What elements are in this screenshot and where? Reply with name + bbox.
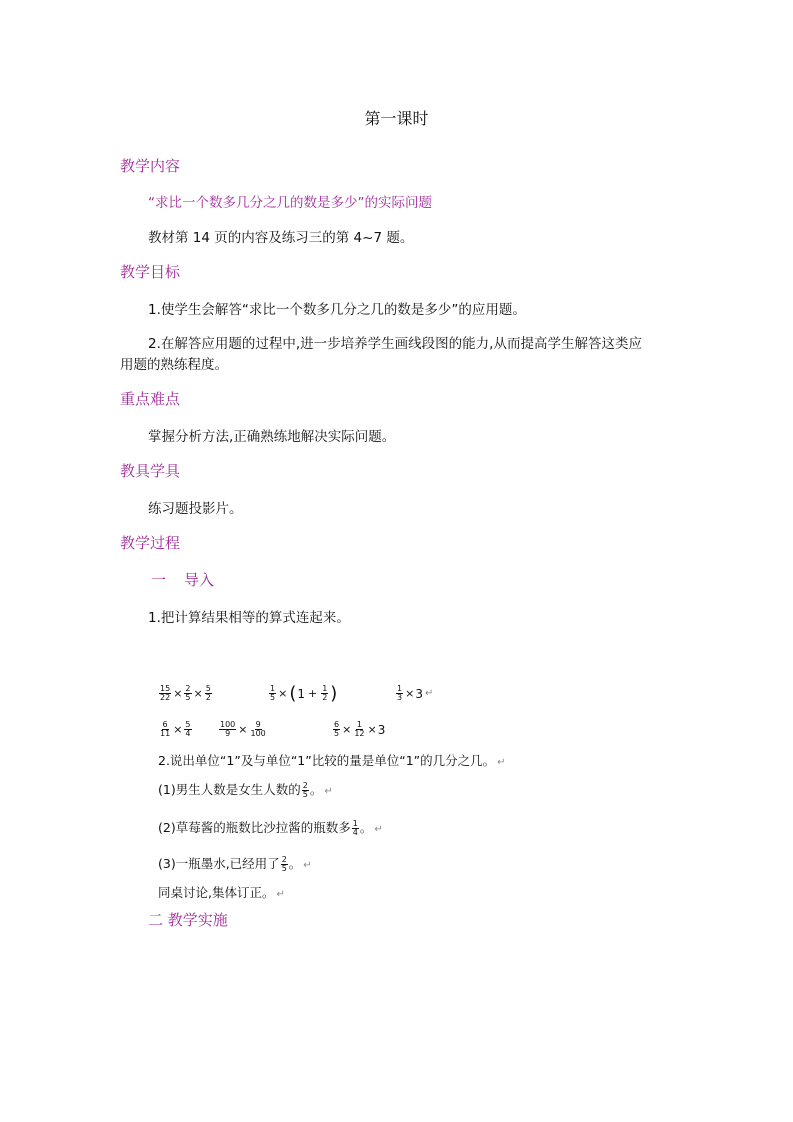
question-2-item-3: (3)一瓶墨水,已经用了 $\frac{2}{5}$ 。 ↵ — [158, 855, 312, 873]
fraction: $\frac{5}{2}$ — [205, 684, 211, 702]
question-2: 2.说出单位“1”及与单位“1”比较的量是单位“1”的几分之几。 ↵ — [158, 753, 506, 768]
fraction: $\frac{9}{100}$ — [250, 720, 266, 738]
heading-key-points: 重点难点 — [120, 390, 181, 408]
fraction: $\frac{1}{3}$ — [397, 684, 403, 702]
fraction: $\frac{2}{5}$ — [302, 781, 308, 799]
teaching-tools-text: 练习题投影片。 — [148, 501, 243, 517]
lesson-topic: “求比一个数多几分之几的数是多少”的实际问题 — [148, 195, 432, 211]
fraction: $\frac{6}{5}$ — [334, 720, 340, 738]
part-1-title: 导入 — [184, 571, 215, 589]
part-2-title: 二 教学实施 — [148, 911, 228, 929]
fraction: $\frac{2}{5}$ — [185, 684, 191, 702]
return-mark-icon: ↵ — [324, 786, 333, 797]
fraction: $\frac{5}{4}$ — [185, 720, 191, 738]
return-mark-icon: ↵ — [374, 824, 383, 835]
return-mark-icon: ↵ — [276, 889, 285, 900]
fraction: $\frac{100}{9}$ — [220, 720, 236, 738]
return-mark-icon: ↵ — [424, 688, 434, 699]
heading-teaching-tools: 教具学具 — [120, 462, 181, 480]
key-points-text: 掌握分析方法,正确熟练地解决实际问题。 — [148, 429, 396, 445]
heading-teaching-process: 教学过程 — [120, 534, 181, 552]
goal-item-1: 1.使学生会解答“求比一个数多几分之几的数是多少”的应用题。 — [148, 302, 526, 318]
expression-5: $\frac{100}{9}$ × $\frac{9}{100}$ — [220, 720, 266, 738]
fraction: $\frac{1}{12}$ — [354, 720, 365, 738]
expression-6: $\frac{6}{5}$ × $\frac{1}{12}$ × 3 — [334, 720, 386, 738]
fraction: $\frac{1}{5}$ — [270, 684, 276, 702]
expression-3: $\frac{1}{3}$ × 3 ↵ — [397, 684, 434, 702]
fraction: $\frac{6}{11}$ — [160, 720, 171, 738]
question-1: 1.把计算结果相等的算式连起来。 — [148, 610, 350, 626]
expression-1: $\frac{15}{22}$ × $\frac{2}{5}$ × $\frac{5}{2}$ — [160, 684, 211, 702]
return-mark-icon: ↵ — [497, 757, 506, 768]
question-2-item-2: (2)草莓酱的瓶数比沙拉酱的瓶数多 $\frac{1}{4}$ 。 ↵ — [158, 819, 383, 837]
fraction: $\frac{1}{4}$ — [352, 819, 358, 837]
goal-item-2-line2: 用题的熟练程度。 — [120, 357, 228, 373]
expression-2: $\frac{1}{5}$ × ( 1 + $\frac{1}{2}$ ) — [270, 682, 338, 704]
heading-teaching-goals: 教学目标 — [120, 263, 181, 281]
part-1-number: 一 — [151, 571, 167, 589]
heading-teaching-content: 教学内容 — [120, 157, 181, 175]
lesson-material: 教材第 14 页的内容及练习三的第 4~7 题。 — [148, 230, 414, 246]
return-mark-icon: ↵ — [303, 860, 312, 871]
goal-item-2-line1: 2.在解答应用题的过程中,进一步培养学生画线段图的能力,从而提高学生解答这类应 — [148, 336, 642, 352]
fraction: $\frac{2}{5}$ — [281, 855, 287, 873]
question-2-item-1: (1)男生人数是女生人数的 $\frac{2}{5}$ 。 ↵ — [158, 781, 333, 799]
fraction: $\frac{15}{22}$ — [160, 684, 171, 702]
page-title: 第一课时 — [364, 109, 429, 128]
fraction: $\frac{1}{2}$ — [322, 684, 328, 702]
discussion-note: 同桌讨论,集体订正。 ↵ — [158, 885, 285, 900]
expression-4: $\frac{6}{11}$ × $\frac{5}{4}$ — [160, 720, 191, 738]
